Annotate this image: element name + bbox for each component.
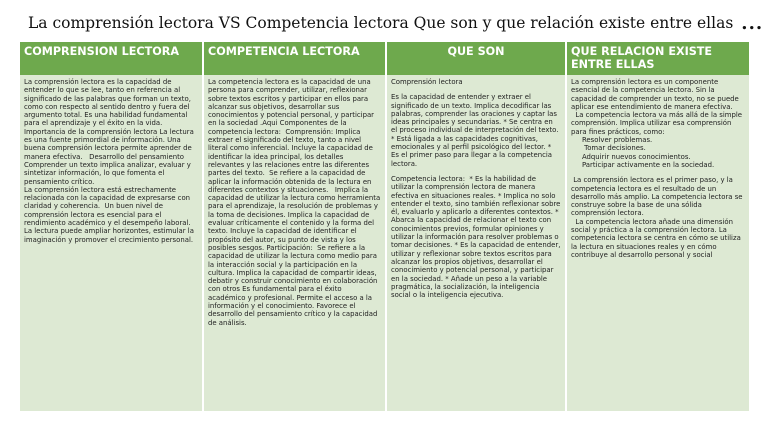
slide-title: La comprensión lectora VS Competencia lectora Que son y que relación existe entre ellas — [28, 14, 734, 32]
header-que-relacion: QUE RELACION EXISTE ENTRE ELLAS — [566, 42, 749, 75]
table-header-row — [20, 42, 749, 75]
cell-text: La comprensión lectora es el primer paso, y la competencia lectora es el resultado de un desarrollo más amplio. La competencia lectora se construye sobre la base de una sólida comprensión lectora. — [571, 176, 745, 218]
cell-text: La comprensión lectora está estrechamente relacionada con la capacidad de expresarse con claridad y coherencia. Un buen nivel de comprensión lectora es esencial para el rendimiento académico y el desempeño laboral. — [24, 185, 193, 228]
header-comprension-lectora: COMPRENSION LECTORA — [20, 42, 203, 75]
cell-comprension-lectora — [20, 75, 203, 411]
spacer — [391, 168, 561, 175]
slide-title-row — [28, 10, 768, 36]
cell-competencia-lectora — [203, 75, 386, 411]
list-item: Resolver problemas. — [571, 136, 653, 145]
spacer — [571, 169, 745, 176]
cell-text: La lectura puede ampliar horizontes, estimular la imaginación y promover el crecimiento personal. — [24, 227, 197, 244]
table-body-row — [20, 75, 749, 411]
cell-text: Importancia de la comprensión lectora La lectura es una fuente primordial de información. Una buena comprensión lectora permite aprender de manera efectiva. Desarrollo del pensamiento Comprender un texto implica analizar, evaluar y sintetizar información, lo que fomenta el pensamiento crítico. — [24, 127, 196, 186]
cell-text: La comprensión lectora es la capacidad de entender lo que se lee, tanto en referencia al significado de las palabras que forman un texto, como con respecto al sentido dentro y fuera del argumento total. Es una habilidad fundamental para el aprendizaje y el éxito en la vida. — [24, 78, 194, 128]
cell-que-son — [386, 75, 566, 411]
list-item: Participar activamente en la sociedad. — [571, 160, 715, 169]
comparison-table — [20, 42, 749, 411]
spacer — [391, 86, 561, 93]
cell-text: Es la capacidad de entender y extraer el significado de un texto. Implica decodificar las palabras, comprender las oraciones y captar las ideas principales y secundarias. * Se centra en el proceso individual de interpretación del texto. * Está ligada a las capacidades cognitivas, emocionales y al perfil psicológico del lector. * Es el primer paso para llegar a la competencia lectora. — [391, 93, 561, 168]
cell-text: La comprensión lectora es un componente esencial de la competencia lectora. Sin la capacidad de comprender un texto, no se puede aplicar ese entendimiento de manera efectiva. — [571, 78, 742, 111]
list-item: Tomar decisiones. — [571, 144, 646, 153]
cell-subheading: Comprensión lectora — [391, 78, 463, 86]
cell-text: La competencia lectora es la capacidad de una persona para comprender, utilizar, reflexionar sobre textos escritos y participar en ellos para alcanzar sus objetivos, desarrollar sus conocimientos y potencial personal, y participar en la sociedad .Aqui Componentes de la competencia lectora: Comprensión: Implica extraer el significado del texto, tanto a nivel literal como inferencial. Incluye la capacidad de identificar la idea principal, los detalles relevantes y las relaciones entre las diferentes partes del texto. Se refiere a la capacidad de aplicar la información obtenida de la lectura en diferentes contextos y situaciones. Implica la capacidad de utilizar la lectura como herramienta para el aprendizaje, la resolución de problemas y la toma de decisiones. Implica la capacidad de evaluar críticamente el contenido y la forma del texto. Incluye la capacidad de identificar el propósito del autor, su punto de vista y los posibles sesgos. Participación: Se refiere a la capacidad de utilizar la lectura como medio para la interacción social y la participación en la cultura. Implica la capacidad de compartir ideas, debatir y construir conocimiento en colaboración con otros Es fundamental para el éxito académico y profesional. Permite el acceso a la información y el conocimiento. Favorece el desarrollo del pensamiento crítico y la capacidad de análisis. — [208, 78, 383, 327]
cell-text: La competencia lectora añade una dimensión social y práctica a la comprensión lectora. La competencia lectora se centra en cómo se utiliza la lectura en situaciones reales y en cómo contribuye al desarrollo personal y social — [571, 217, 744, 259]
list-item: Adquirir nuevos conocimientos. — [571, 152, 691, 161]
more-options-icon[interactable]: ... — [741, 12, 764, 34]
cell-text: Competencia lectora: * Es la habilidad de utilizar la comprensión lectora de manera efectiva en situaciones reales. * Implica no solo entender el texto, sino también reflexionar sobre él, evaluarlo y aplicarlo a diferentes contextos. * Abarca la capacidad de relacionar el texto con conocimientos previos, formular opiniones y utilizar la información para resolver problemas o tomar decisiones. * Es la capacidad de entender, utilizar y reflexionar sobre textos escritos para alcanzar los propios objetivos, desarrollar el conocimiento y potencial personal, y participar en la sociedad. * Añade un peso a la variable pragmática, la socialización, la inteligencia social o la inteligencia ejecutiva. — [391, 174, 563, 300]
header-competencia-lectora: COMPETENCIA LECTORA — [203, 42, 386, 75]
header-que-son: QUE SON — [386, 42, 566, 75]
cell-text: La competencia lectora va más allá de la simple comprensión. Implica utilizar esa comprensión para fines prácticos, como: — [571, 111, 745, 136]
cell-que-relacion — [566, 75, 749, 411]
